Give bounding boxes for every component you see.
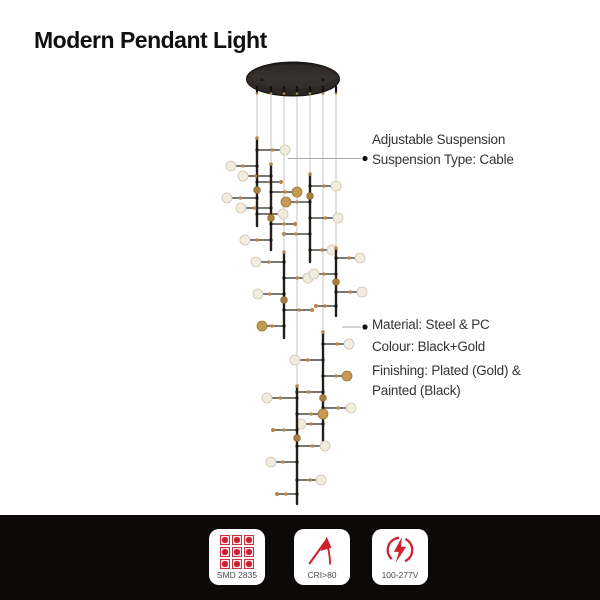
annotation-material <box>372 314 521 400</box>
annotation-adjustable-suspension: Adjustable Suspension <box>372 132 506 147</box>
smd-led-dot <box>234 549 240 555</box>
smd-led-cell <box>244 547 254 557</box>
smd-led-cell <box>244 535 254 545</box>
ceiling-canopy <box>247 62 340 96</box>
cri-pen-flag-icon <box>305 533 339 567</box>
light-branches <box>222 136 367 504</box>
annotation-suspension-type: Suspension Type: Cable <box>372 151 514 167</box>
smd-led-dot <box>246 537 252 543</box>
smd-led-dot <box>234 561 240 567</box>
smd-led-cell <box>232 535 242 545</box>
smd-led-dot <box>222 549 228 555</box>
lightning-bolt-icon <box>383 533 417 567</box>
smd-led-cell <box>232 559 242 569</box>
badge-voltage-label: 100-277V <box>381 570 419 580</box>
footer-band <box>0 515 600 600</box>
badge-cri <box>294 529 350 585</box>
smd-led-grid-icon <box>220 535 254 569</box>
annotation-finishing-line2: Painted (Black) <box>372 383 461 398</box>
annotation-finishing-line: Finishing: Plated (Gold) & <box>372 363 521 378</box>
smd-led-cell <box>232 547 242 557</box>
callout-leader-lines <box>288 156 368 330</box>
smd-led-cell <box>244 559 254 569</box>
smd-led-cell <box>220 547 230 557</box>
annotation-colour-line: Colour: Black+Gold <box>372 339 486 354</box>
smd-led-dot <box>246 549 252 555</box>
badge-smd-label: SMD 2835 <box>216 570 258 580</box>
badge-voltage <box>372 529 428 585</box>
smd-led-cell <box>220 559 230 569</box>
smd-led-cell <box>220 535 230 545</box>
badge-cri-label: CRI>80 <box>307 570 337 580</box>
smd-led-dot <box>222 561 228 567</box>
smd-led-dot <box>234 537 240 543</box>
annotation-material-line: Material: Steel & PC <box>372 317 490 332</box>
smd-led-dot <box>222 537 228 543</box>
annotation-suspension <box>372 130 514 169</box>
badge-smd-2835 <box>209 529 265 585</box>
smd-led-dot <box>246 561 252 567</box>
page-title: Modern Pendant Light <box>34 27 267 54</box>
